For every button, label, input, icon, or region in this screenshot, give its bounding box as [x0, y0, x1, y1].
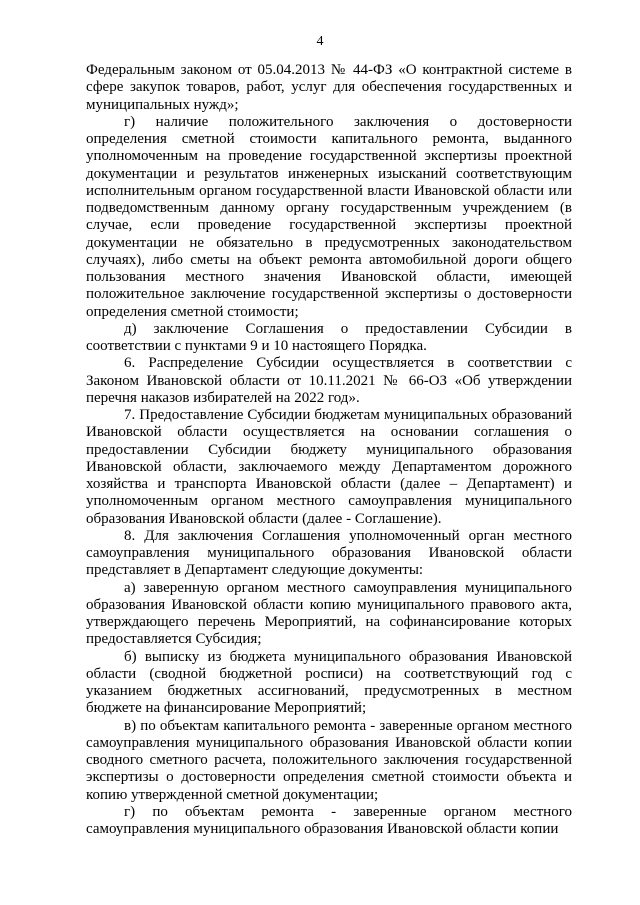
paragraph-clause-8-b: б) выписку из бюджета муниципального образования Ивановской области (сводной бюджетной росписи) на соответствующий год с указанием бюджетных ассигнований, предусмотренных в местном бюджете на финансирование Мероприятий;: [86, 648, 572, 717]
paragraph-continuation: Федеральным законом от 05.04.2013 № 44-ФЗ «О контрактной системе в сфере закупок товаров, работ, услуг для обеспечения государственных и муниципальных нужд»;: [86, 62, 572, 113]
document-body: [86, 62, 572, 838]
paragraph-clause-7: 7. Предоставление Субсидии бюджетам муниципальных образований Ивановской области осуществляется на основании соглашения о предоставлении Субсидии бюджету муниципального образования Ивановской области, заключаемого между Департаментом дорожного хозяйства и транспорта Ивановской области (далее – Департамент) и уполномоченным органом местного самоуправления муниципального образования Ивановской области (далее - Соглашение).: [86, 407, 572, 527]
paragraph-clause-8-a: а) заверенную органом местного самоуправления муниципального образования Ивановской области копию муниципального правового акта, утверждающего перечень Мероприятий, на софинансирование которых предоставляется Субсидия;: [86, 579, 572, 648]
page-number: 4: [316, 34, 324, 49]
paragraph-clause-8-v: в) по объектам капитального ремонта - заверенные органом местного самоуправления муниципального образования Ивановской области копии сводного сметного расчета, положительного заключения государственной экспертизы о достоверности определения сметной стоимости объекта и копию утвержденной сметной документации;: [86, 717, 572, 803]
paragraph-clause-8-g: г) по объектам ремонта - заверенные органом местного самоуправления муниципального образования Ивановской области копии: [86, 803, 572, 837]
paragraph-item-g: г) наличие положительного заключения о достоверности определения сметной стоимости капитального ремонта, выданного уполномоченным на проведение государственной экспертизы проектной документации и результатов инженерных изысканий соответствующим исполнительным органом государственной власти Ивановской области или подведомственным данному органу государственным учреждением (в случае, если проведение государственной экспертизы проектной документации не обязательно в предусмотренных законодательством случаях), либо сметы на объект ремонта автомобильной дороги общего пользования местного значения Ивановской области, имеющей положительное заключение государственной экспертизы о достоверности определения сметной стоимости;: [86, 113, 572, 320]
paragraph-item-d: д) заключение Соглашения о предоставлении Субсидии в соответствии с пунктами 9 и 10 настоящего Порядка.: [86, 320, 572, 354]
paragraph-clause-8: 8. Для заключения Соглашения уполномоченный орган местного самоуправления муниципального образования Ивановской области представляет в Департамент следующие документы:: [86, 527, 572, 579]
paragraph-clause-6: 6. Распределение Субсидии осуществляется в соответствии с Законом Ивановской области от 10.11.2021 № 66-ОЗ «Об утверждении перечня наказов избирателей на 2022 год».: [86, 355, 572, 406]
